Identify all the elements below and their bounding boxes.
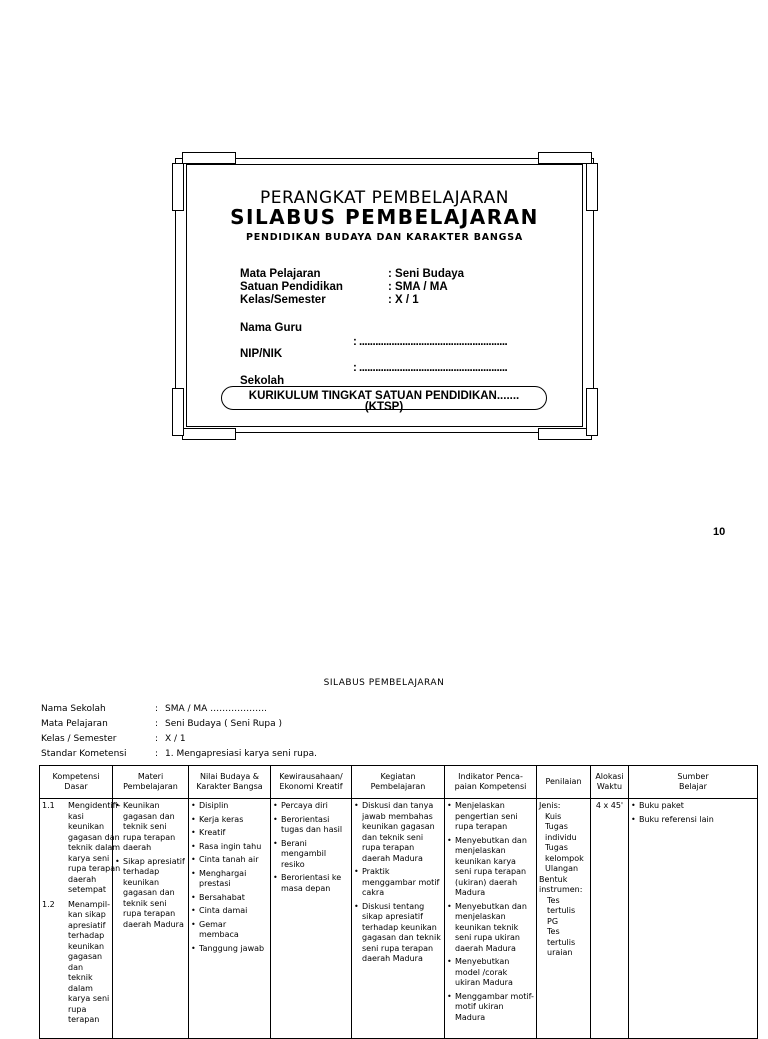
list-item: • Rasa ingin tahu xyxy=(191,842,268,853)
list-item: • Buku referensi lain xyxy=(631,815,755,826)
frame-corner-tab xyxy=(538,428,592,440)
frame-corner-tab xyxy=(182,152,236,164)
info-value: : SMA / MA xyxy=(388,281,448,293)
frame-side-tab xyxy=(172,163,184,211)
penilaian-item: Tugas kelompok xyxy=(545,843,584,863)
info-value: : X / 1 xyxy=(388,294,419,306)
info-row xyxy=(240,294,464,307)
list-item: • Menyebutkan model /corak ukiran Madura xyxy=(447,957,534,989)
nip-label: NIP/NIK xyxy=(240,348,283,360)
frame-side-tab xyxy=(172,388,184,436)
meta-row xyxy=(41,747,317,762)
sekolah-field: ....... xyxy=(496,390,520,402)
list-item: • Menggambar motif-motif ukiran Madura xyxy=(447,992,534,1024)
list-item: • Gemar membaca xyxy=(191,920,268,941)
nama-guru-field: : ....................................................... xyxy=(353,336,508,348)
info-label: Satuan Pendidikan xyxy=(240,281,343,293)
silabus-meta xyxy=(41,702,317,762)
list-item: • Bersahabat xyxy=(191,893,268,904)
header-materi: Materi Pembelajaran xyxy=(113,766,189,799)
header-kewirausahaan: Kewirausahaan/ Ekonomi Kreatif xyxy=(271,766,352,799)
header-kompetensi-dasar: Kompetensi Dasar xyxy=(40,766,113,799)
meta-value: 1. Mengapresiasi karya seni rupa. xyxy=(165,749,317,759)
cell-kegiatan xyxy=(352,799,445,1039)
meta-sep: : xyxy=(155,734,159,744)
info-label: Mata Pelajaran xyxy=(240,268,321,280)
kd-number: 1.2 xyxy=(42,899,55,909)
cover-title: PERANGKAT PEMBELAJARAN xyxy=(260,188,509,208)
info-row xyxy=(240,268,464,281)
header-nilai-budaya: Nilai Budaya & Karakter Bangsa xyxy=(189,766,271,799)
penilaian-item: Ulangan xyxy=(545,864,579,873)
list-item: • Cinta tanah air xyxy=(191,855,268,866)
nip-field: : ....................................................... xyxy=(353,362,508,374)
sekolah-label: Sekolah xyxy=(240,375,285,387)
frame-side-tab xyxy=(586,388,598,436)
nama-guru-label: Nama Guru xyxy=(240,322,302,334)
penilaian-item: Tes tertulis uraian xyxy=(547,927,576,957)
meta-sep: : xyxy=(155,704,159,714)
silabus-table xyxy=(39,765,758,1039)
cell-kompetensi-dasar xyxy=(40,799,121,1039)
cell-sumber xyxy=(629,799,758,1039)
list-item: • Kreatif xyxy=(191,828,268,839)
cell-penilaian xyxy=(537,799,591,1039)
cell-nilai-budaya xyxy=(189,799,271,1039)
list-item: • Diskusi tentang sikap apresiatif terhadap keunikan gagasan dan teknik seni rupa terapan daerah Madura xyxy=(354,902,442,965)
ktsp-line-2: (KTSP) xyxy=(364,401,404,413)
list-item: • Menjelaskan pengertian seni rupa terapan xyxy=(447,801,534,833)
meta-value: X / 1 xyxy=(165,734,186,744)
meta-label: Mata Pelajaran xyxy=(41,719,108,729)
cover-subtitle: PENDIDIKAN BUDAYA DAN KARAKTER BANGSA xyxy=(245,232,524,243)
kd-item xyxy=(42,801,121,896)
cover-info-block xyxy=(240,268,464,307)
frame-side-tab xyxy=(586,163,598,211)
list-item: • Menyebutkan dan menjelaskan keunikan teknik seni rupa ukiran daerah Madura xyxy=(447,902,534,955)
meta-value: SMA / MA ………………. xyxy=(165,704,268,714)
header-indikator: Indikator Penca- paian Kompetensi xyxy=(445,766,537,799)
list-item: • Menyebutkan dan menjelaskan keunikan karya seni rupa terapan (ukiran) daerah Madura xyxy=(447,836,534,899)
meta-label: Nama Sekolah xyxy=(41,704,106,714)
list-item: • Buku paket xyxy=(631,801,755,812)
list-item: • Cinta damai xyxy=(191,906,268,917)
list-item: • Menghargai prestasi xyxy=(191,869,268,890)
list-item: • Sikap apresiatif terhadap keunikan gagasan dan teknik seni rupa terapan daerah Madura xyxy=(115,857,186,931)
penilaian-bentuk: Bentuk instrumen: xyxy=(539,874,583,894)
kd-item xyxy=(42,900,110,1026)
header-sumber: Sumber Belajar xyxy=(629,766,758,799)
list-item: • Praktik menggambar motif cakra xyxy=(354,867,442,899)
ktsp-text xyxy=(221,391,547,413)
table-row xyxy=(40,799,758,1039)
cell-kewirausahaan xyxy=(271,799,352,1039)
meta-value: Seni Budaya ( Seni Rupa ) xyxy=(165,719,282,729)
penilaian-item: Kuis xyxy=(545,811,562,821)
ktsp-label: KURIKULUM TINGKAT SATUAN PENDIDIKAN xyxy=(248,390,497,402)
list-item: • Diskusi dan tanya jawab membahas keunikan gagasan dan teknik seni rupa terapan daerah Madura xyxy=(354,801,442,864)
list-item: • Kerja keras xyxy=(191,815,268,826)
meta-row xyxy=(41,732,317,747)
frame-corner-tab xyxy=(182,428,236,440)
kd-number: 1.1 xyxy=(42,801,55,810)
meta-sep: : xyxy=(155,719,159,729)
list-item: • Keunikan gagasan dan teknik seni rupa terapan daerah xyxy=(115,801,186,854)
list-item: • Berani mengambil resiko xyxy=(273,839,349,871)
list-item: • Berorientasi ke masa depan xyxy=(273,873,349,894)
info-label: Kelas/Semester xyxy=(240,294,326,306)
kd-text: Mengidentifi-kasi keunikan gagasan dan teknik dalam karya seni rupa terapan daerah setempat xyxy=(68,801,121,894)
kd-text: Menampil-kan sikap apresiatif terhadap keunikan gagasan dan teknik dalam karya seni rupa terapan xyxy=(68,899,110,1024)
penilaian-item: Tugas individu xyxy=(545,822,577,842)
meta-row xyxy=(41,717,317,732)
info-value: : Seni Budaya xyxy=(388,268,465,280)
meta-label: Standar Kometensi xyxy=(41,749,127,759)
meta-label: Kelas / Semester xyxy=(41,734,117,744)
header-kegiatan: Kegiatan Pembelajaran xyxy=(352,766,445,799)
cover-main-title: SILABUS PEMBELAJARAN xyxy=(230,205,539,229)
list-item: • Tanggung jawab xyxy=(191,944,268,955)
penilaian-jenis: Jenis: xyxy=(539,801,561,810)
table-header-row xyxy=(40,766,758,799)
list-item: • Percaya diri xyxy=(273,801,349,812)
header-penilaian: Penilaian xyxy=(537,766,591,799)
silabus-title: SILABUS PEMBELAJARAN xyxy=(323,678,445,688)
info-row xyxy=(240,281,464,294)
penilaian-item: Tes tertulis PG xyxy=(547,895,576,926)
frame-corner-tab xyxy=(538,152,592,164)
meta-row xyxy=(41,702,317,717)
page-number: 10 xyxy=(713,526,726,538)
list-item: • Berorientasi tugas dan hasil xyxy=(273,815,349,836)
meta-sep: : xyxy=(155,749,159,759)
cell-alokasi: 4 x 45' xyxy=(591,799,629,1039)
cell-materi xyxy=(113,799,189,1039)
header-alokasi: Alokasi Waktu xyxy=(591,766,629,799)
cell-indikator xyxy=(445,799,537,1039)
list-item: • Disiplin xyxy=(191,801,268,812)
